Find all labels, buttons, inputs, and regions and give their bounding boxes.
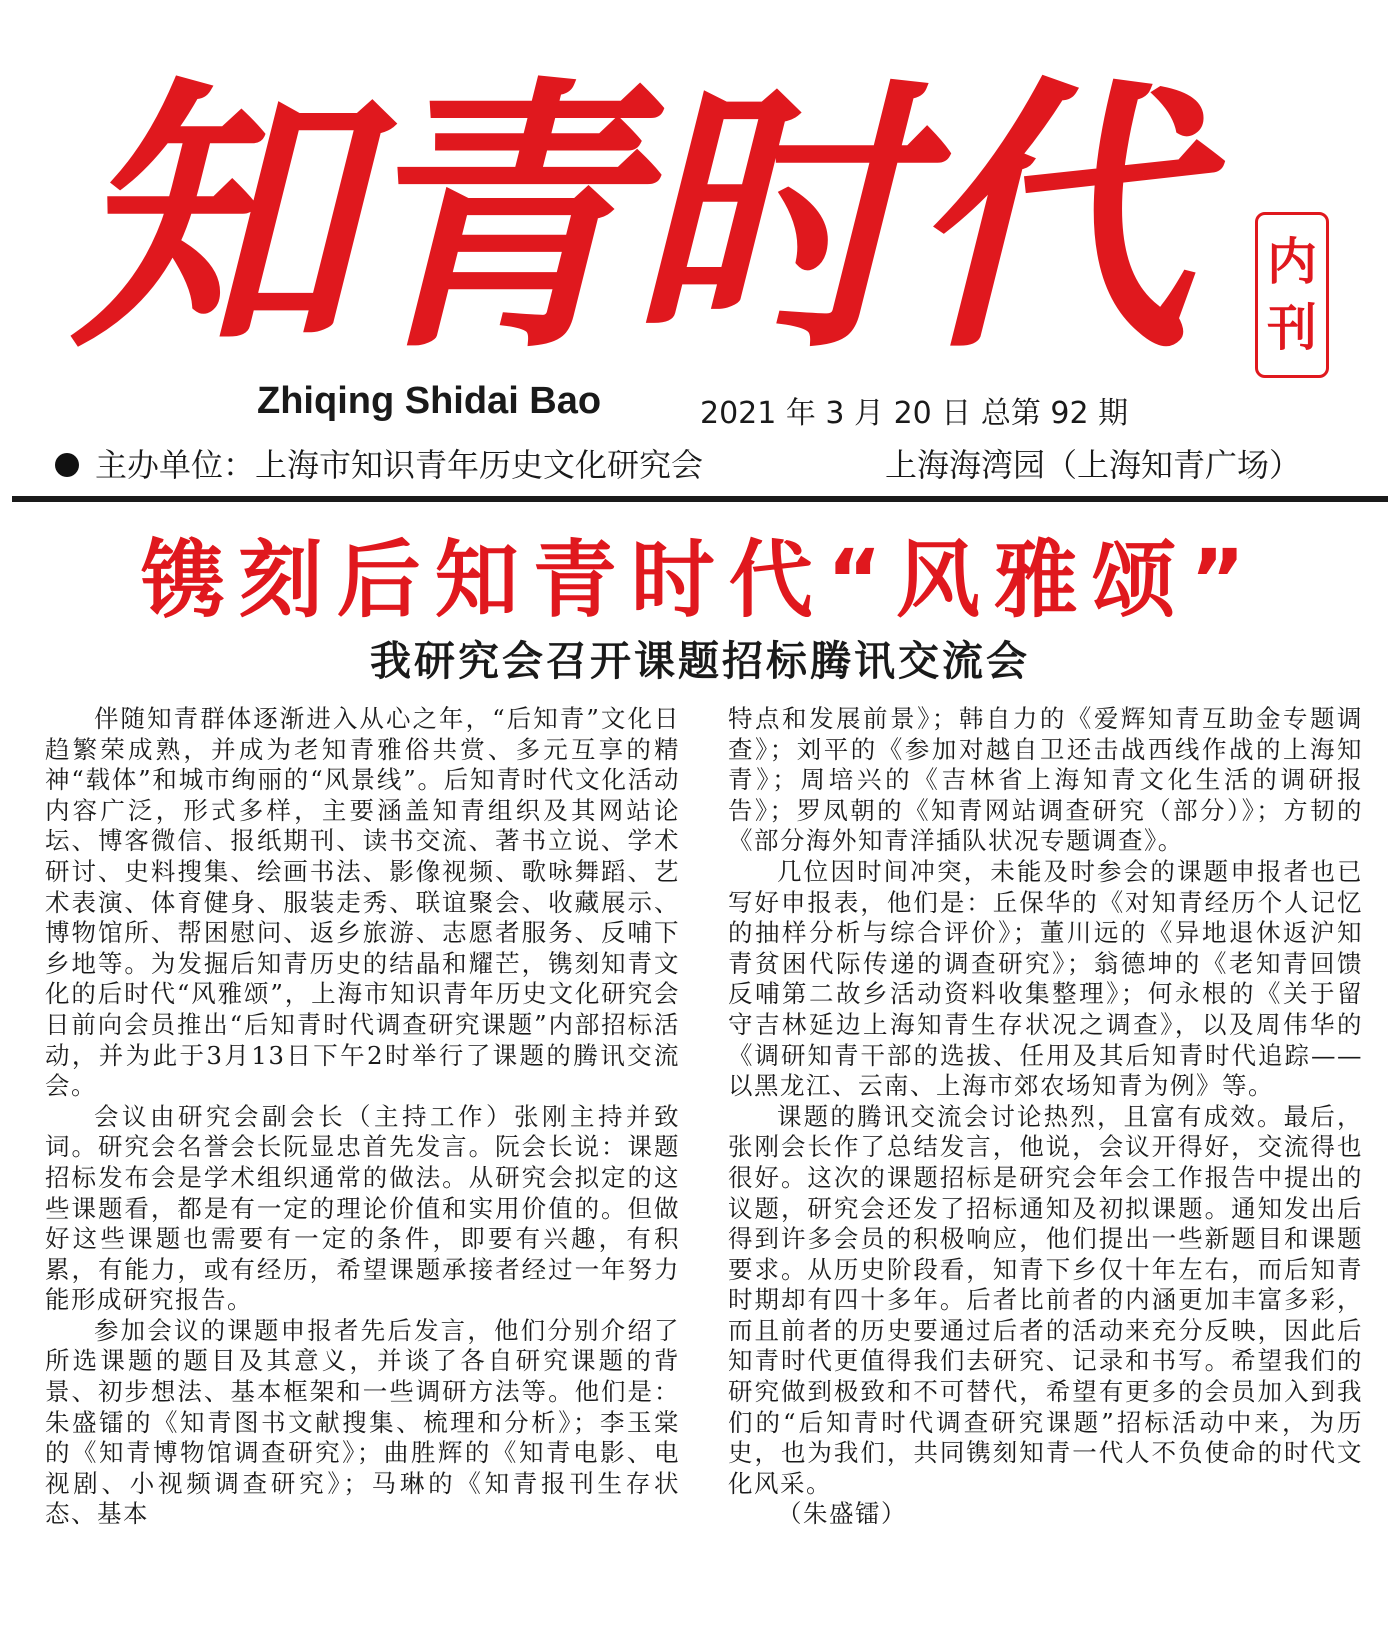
- paragraph: 参加会议的课题申报者先后发言，他们分别介绍了所选课题的题目及其意义，并谈了各自研究课题的背景、初步想法、基本框架和一些调研方法等。他们是：朱盛镭的《知青图书文献搜集、梳理和分析》；李玉棠的《知青博物馆调查研究》；曲胜辉的《知青电影、电视剧、小视频调查研究》；马琳的《知青报刊生存状态、基本: [45, 1315, 680, 1529]
- paragraph: 课题的腾讯交流会讨论热烈，且富有成效。最后，张刚会长作了总结发言，他说，会议开得好，交流得也很好。这次的课题招标是研究会年会工作报告中提出的议题，研究会还发了招标通知及初拟课题。通知发出后得到许多会员的积极响应，他们提出一些新题目和课题要求。从历史阶段看，知青下乡仅十年左右，而后知青时期却有四十多年。后者比前者的内涵更加丰富多彩，而且前者的历史要通过后者的活动来充分反映，因此后知青时代更值得我们去研究、记录和书写。希望我们的研究做到极致和不可替代，希望有更多的会员加入到我们的“后知青时代调查研究课题”招标活动中来，为历史，也为我们，共同镌刻知青一代人不负使命的时代文化风采。: [728, 1101, 1363, 1498]
- masthead-logo: 知青时代: [70, 55, 1186, 385]
- issue-info: 2021 年 3 月 20 日 总第 92 期: [700, 396, 1129, 431]
- internal-publication-seal: [1255, 212, 1329, 378]
- article-column-left: [45, 704, 680, 1530]
- seal-char-2: 刊: [1267, 298, 1317, 357]
- bullet-icon: [55, 453, 79, 477]
- organizer: 主办单位：上海市知识青年历史文化研究会: [95, 446, 704, 484]
- masthead-divider: [12, 496, 1388, 502]
- location: 上海海湾园（上海知青广场）: [885, 446, 1302, 484]
- paragraph: 伴随知青群体逐渐进入从心之年，“后知青”文化日趋繁荣成熟，并成为老知青雅俗共赏、多元互享的精神“载体”和城市绚丽的“风景线”。后知青时代文化活动内容广泛，形式多样，主要涵盖知青组织及其网站论坛、博客微信、报纸期刊、读书交流、著书立说、学术研讨、史料搜集、绘画书法、影像视频、歌咏舞蹈、艺术表演、体育健身、服装走秀、联谊聚会、收藏展示、博物馆所、帮困慰问、返乡旅游、志愿者服务、反哺下乡地等。为发掘后知青历史的结晶和耀芒，镌刻知青文化的后时代“风雅颂”，上海市知识青年历史文化研究会日前向会员推出“后知青时代调查研究课题”内部招标活动，并为此于3月13日下午2时举行了课题的腾讯交流会。: [45, 704, 680, 1101]
- article-headline: 镌刻后知青时代“风雅颂”: [140, 531, 1260, 629]
- byline: （朱盛镭）: [777, 1499, 907, 1529]
- seal-char-1: 内: [1267, 232, 1317, 291]
- masthead-pinyin: Zhiqing Shidai Bao: [257, 380, 602, 422]
- article-column-right: [728, 704, 1363, 1530]
- paragraph: 几位因时间冲突，未能及时参会的课题申报者也已写好申报表，他们是：丘保华的《对知青经历个人记忆的抽样分析与综合评价》；董川远的《异地退休返沪知青贫困代际传递的调查研究》；翁德坤的《老知青回馈反哺第二故乡活动资料收集整理》；何永根的《关于留守吉林延边上海知青生存状况之调查》，以及周伟华的《调研知青干部的选拔、任用及其后知青时代追踪——以黑龙江、云南、上海市郊农场知青为例》等。: [728, 856, 1363, 1101]
- article-subheadline: 我研究会召开课题招标腾讯交流会: [370, 637, 1030, 685]
- paragraph: 会议由研究会副会长（主持工作）张刚主持并致词。研究会名誉会长阮显忠首先发言。阮会长说：课题招标发布会是学术组织通常的做法。从研究会拟定的这些课题看，都是有一定的理论价值和实用价值的。但做好这些课题也需要有一定的条件，即要有兴趣，有积累，有能力，或有经历，希望课题承接者经过一年努力能形成研究报告。: [45, 1101, 680, 1315]
- paragraph: 特点和发展前景》；韩自力的《爱辉知青互助金专题调查》；刘平的《参加对越自卫还击战西线作战的上海知青》；周培兴的《吉林省上海知青文化生活的调研报告》；罗凤朝的《知青网站调查研究（部分）》；方韧的《部分海外知青洋插队状况专题调查》。: [728, 704, 1363, 856]
